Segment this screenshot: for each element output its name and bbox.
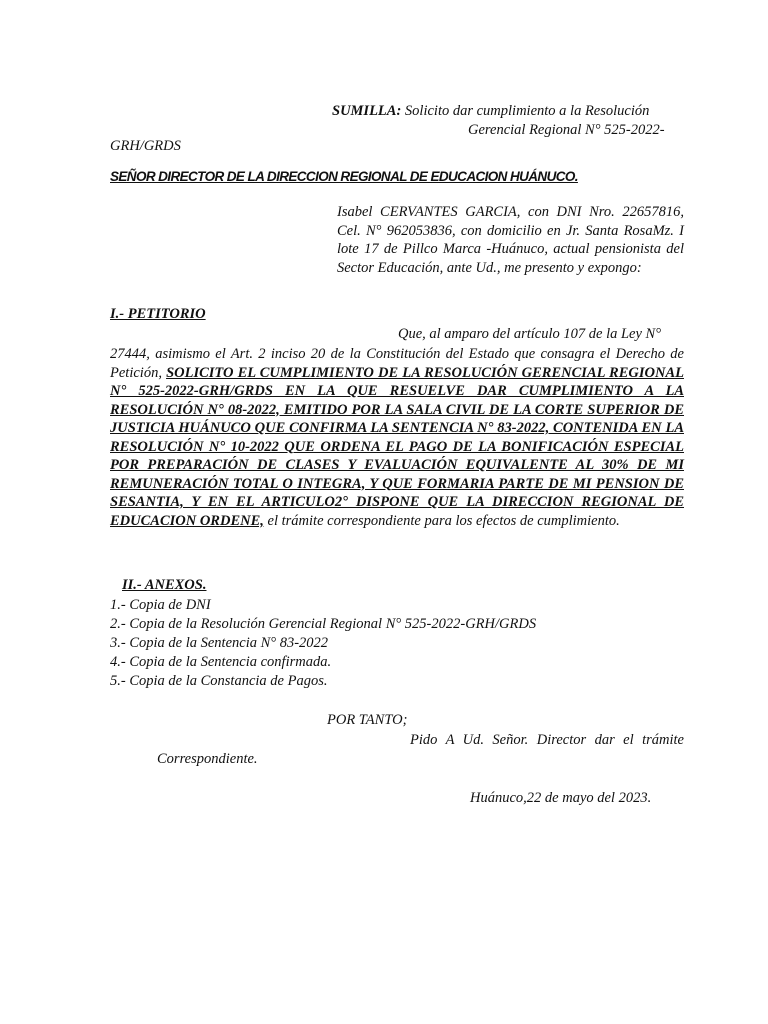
anexo-item: 5.- Copia de la Constancia de Pagos.: [110, 673, 328, 689]
petitorio-body: [110, 345, 684, 530]
petitorio-opening: Que, al amparo del artículo 107 de la Ley N°: [398, 326, 662, 342]
petitorio-request-text: SOLICITO EL CUMPLIMIENTO DE LA RESOLUCIÓN GERENCIAL REGIONAL N° 525-2022-GRH/GRDS EN LA QUE RESUELVE DAR CUMPLIMIENTO A LA RESOLUCIÓN N° 08-2022, EMITIDO POR LA SALA CIVIL DE LA CORTE SUPERIOR DE JUSTICIA HUÁNUCO QUE CONFIRMA LA SENTENCIA N° 83-2022, CONTENIDA EN LA RESOLUCIÓN N° 10-2022 QUE ORDENA EL PAGO DE LA BONIFICACIÓN ESPECIAL POR PREPARACIÓN DE CLASES Y EVALUACIÓN EQUIVALENTE AL 30% DE MI REMUNERACIÓN TOTAL O INTEGRA, Y QUE FORMARIA PARTE DE MI PENSION DE SESANTIA, Y EN EL ARTICULO2° DISPONE QUE LA DIRECCION REGIONAL DE EDUCACION ORDENE,: [110, 364, 684, 529]
anexo-item: 3.- Copia de la Sentencia N° 83-2022: [110, 635, 329, 651]
anexo-item: 1.- Copia de DNI: [110, 597, 211, 613]
sumilla-text-1: Solicito dar cumplimiento a la Resolución: [404, 103, 650, 119]
petitorio-closing-text: el trámite correspondiente para los efectos de cumplimiento.: [263, 512, 620, 529]
request-closing: Pido A Ud. Señor. Director dar el trámite: [410, 732, 684, 748]
petitorio-plain-text: 27444, asimismo el Art. 2 inciso 20 de la Constitución del Estado que consagra el Derecho de Petición,: [110, 346, 684, 381]
sumilla-line-2: Gerencial Regional N° 525-2022-: [468, 122, 665, 138]
anexos-heading: II.- ANEXOS.: [122, 577, 207, 593]
sumilla-label: SUMILLA:: [332, 103, 402, 119]
por-tanto: POR TANTO;: [327, 712, 408, 728]
petitorio-heading: I.- PETITORIO: [110, 306, 206, 322]
sumilla-line-1: [332, 102, 692, 121]
anexos-list: [110, 596, 536, 691]
anexo-item: 4.- Copia de la Sentencia confirmada.: [110, 654, 332, 670]
sumilla-line-3: GRH/GRDS: [110, 138, 181, 154]
request-closing-end: Correspondiente.: [157, 751, 258, 767]
date-line: Huánuco,22 de mayo del 2023.: [470, 790, 652, 806]
petitioner-intro: Isabel CERVANTES GARCIA, con DNI Nro. 22657816, Cel. N° 962053836, con domicilio en Jr. Santa RosaMz. I lote 17 de Pillco Marca -Huánuco, actual pensionista del Sector Educación, ante Ud., me presento y expongo:: [337, 204, 684, 276]
addressee-heading: SEÑOR DIRECTOR DE LA DIRECCION REGIONAL DE EDUCACION HUÁNUCO.: [110, 169, 578, 184]
anexo-item: 2.- Copia de la Resolución Gerencial Regional N° 525-2022-GRH/GRDS: [110, 616, 537, 632]
